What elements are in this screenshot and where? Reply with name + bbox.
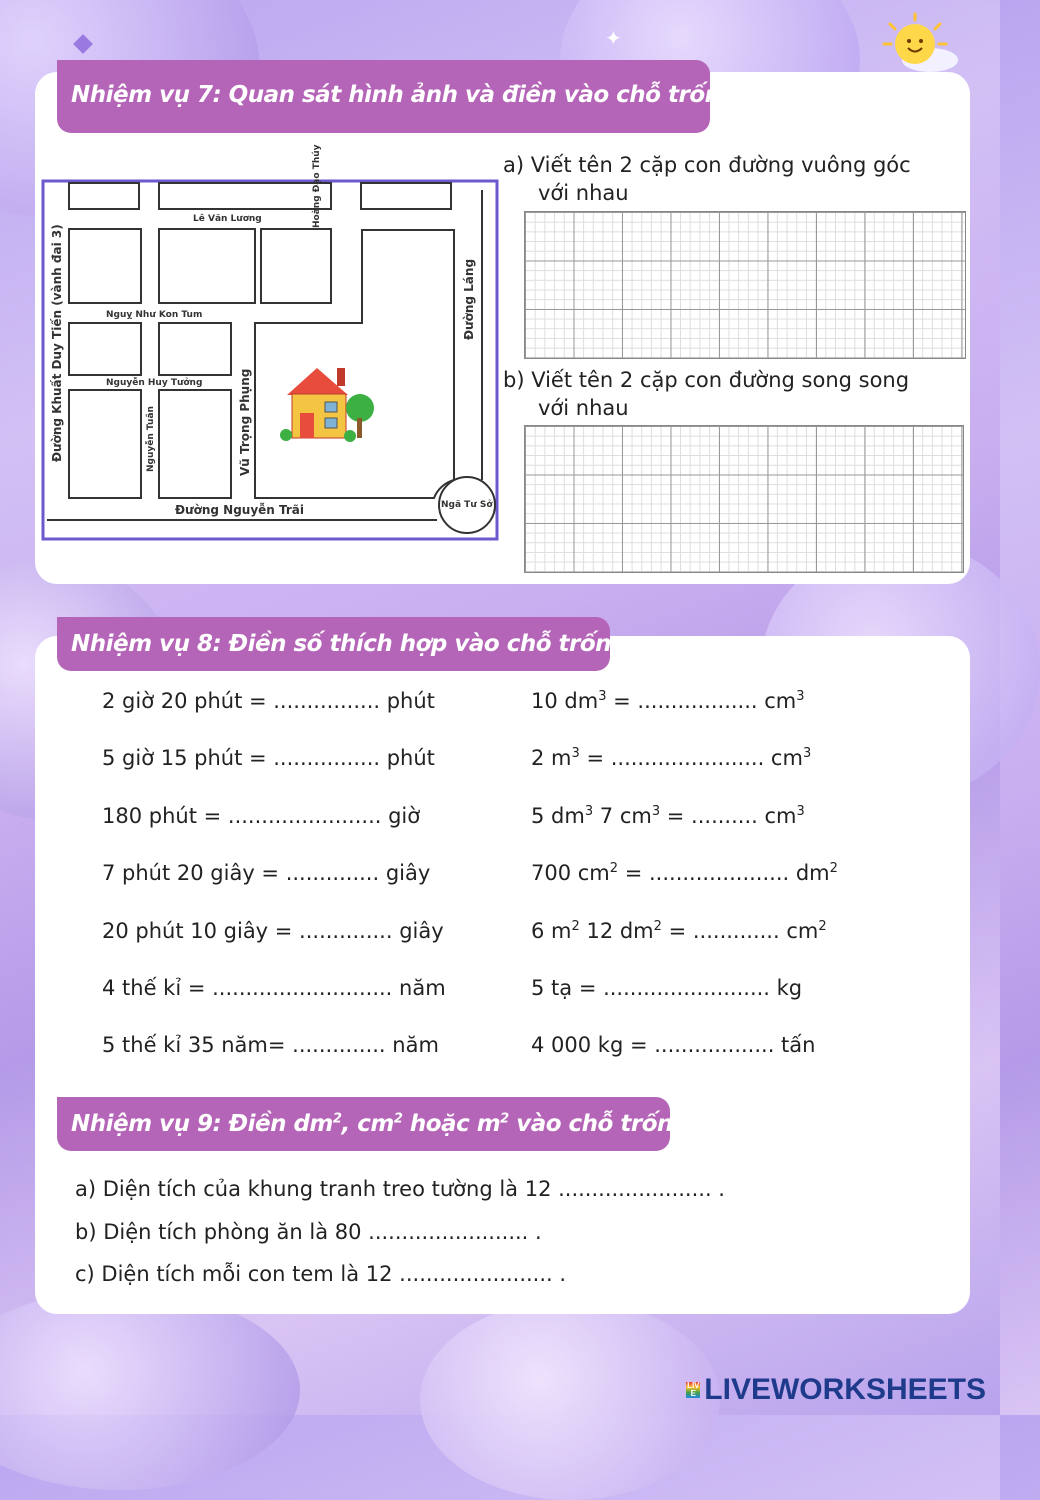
task7-question-b-line2: với nhau	[538, 396, 629, 420]
conversion-item	[531, 919, 827, 943]
conversion-text: 2 m	[531, 746, 572, 770]
conversion-text: = ..................... dm	[618, 861, 830, 885]
task9-header-text	[71, 1111, 689, 1137]
exponent: 3	[598, 689, 607, 704]
exponent: 2	[829, 861, 838, 876]
logo-badge: LIVE	[687, 1381, 700, 1398]
task9-header	[57, 1097, 689, 1151]
conversion-text: 12 dm	[579, 919, 654, 943]
sun-icon	[870, 8, 960, 78]
map-label-vu-trong-phung: Vũ Trọng Phụng	[238, 368, 252, 476]
conversion-item	[531, 861, 838, 885]
exponent: 2	[818, 919, 827, 934]
liveworksheets-logo[interactable]	[686, 1373, 986, 1407]
map-label-nguy-nhu-kon-tum: Nguỵ Như Kon Tum	[106, 310, 203, 320]
map-label-nguyen-huy-tuong: Nguyễn Huy Tưởng	[106, 378, 203, 388]
task7-header	[57, 60, 737, 133]
conversion-item: 4 000 kg = .................. tấn	[531, 1033, 816, 1057]
task7-question-a-line1: a) Viết tên 2 cặp con đường vuông góc	[503, 153, 911, 177]
exponent: 3	[651, 804, 661, 819]
conversion-text: 10 dm	[531, 689, 599, 713]
conversion-text: = .................. cm	[606, 689, 797, 713]
background-bubble	[0, 1290, 300, 1490]
answer-grid-a[interactable]	[524, 211, 966, 359]
exponent: 2	[609, 861, 619, 876]
conversion-item: 5 tạ = ......................... kg	[531, 976, 803, 1000]
exponent: 3	[796, 804, 805, 819]
conversion-item	[531, 689, 805, 713]
conversion-item: 20 phút 10 giây = .............. giây	[102, 919, 444, 943]
exponent: 3	[584, 804, 594, 819]
exponent: 2	[332, 1111, 342, 1127]
logo-text: LIVEWORKSHEETS	[704, 1373, 986, 1406]
task7-question-b	[503, 366, 909, 422]
map-label-nguyen-tuan: Nguyễn Tuân	[146, 406, 156, 472]
map-label-hoang-dao-thuy: Hoàng Đạo Thúy	[312, 144, 322, 228]
task9-header-part: hoặc m	[402, 1111, 501, 1137]
conversion-item: 2 giờ 20 phút = ................ phút	[102, 689, 435, 713]
conversion-item: 180 phút = ....................... giờ	[102, 804, 421, 828]
conversion-text: 6 m	[531, 919, 572, 943]
exponent: 3	[571, 746, 580, 761]
task7-header-text: Nhiệm vụ 7: Quan sát hình ảnh và điền vào chỗ trống	[71, 82, 737, 108]
task8-header-text: Nhiệm vụ 8: Điền số thích hợp vào chỗ trống	[71, 631, 627, 657]
exponent: 2	[393, 1111, 403, 1127]
background-bubble	[420, 1300, 720, 1500]
conversion-item: 5 giờ 15 phút = ................ phút	[102, 746, 435, 770]
conversion-item	[531, 746, 811, 770]
conversion-text: = ....................... cm	[579, 746, 803, 770]
conversion-item	[531, 804, 805, 828]
conversion-text: 7 cm	[593, 804, 652, 828]
map-label-le-van-luong: Lê Văn Lương	[193, 214, 262, 224]
task9-header-part: vào chỗ trống	[508, 1111, 689, 1137]
map-label-khuat-duy-tien: Đường Khuất Duy Tiến (vành đai 3)	[50, 224, 64, 462]
answer-grid-b[interactable]	[524, 425, 964, 573]
task8-card	[35, 636, 970, 1314]
exponent: 2	[653, 919, 662, 934]
task8-header	[57, 617, 627, 671]
conversion-text: 700 cm	[531, 861, 610, 885]
area-question-b: b) Diện tích phòng ăn là 80 ........................ .	[75, 1220, 542, 1244]
area-question-a: a) Diện tích của khung tranh treo tường là 12 ....................... .	[75, 1177, 725, 1201]
map-label-nga-tu-so: Ngã Tư Sở	[441, 500, 493, 510]
conversion-item: 5 thế kỉ 35 năm= .............. năm	[102, 1033, 439, 1057]
exponent: 2	[571, 919, 580, 934]
area-question-c: c) Diện tích mỗi con tem là 12 ....................... .	[75, 1262, 567, 1286]
conversion-text: = .......... cm	[660, 804, 797, 828]
exponent: 3	[802, 746, 812, 761]
exponent: 3	[796, 689, 805, 704]
map-label-nguyen-trai: Đường Nguyễn Trãi	[175, 503, 305, 517]
task7-question-b-line1: b) Viết tên 2 cặp con đường song song	[503, 368, 910, 392]
task9-header-part: Nhiệm vụ 9: Điền dm	[71, 1111, 333, 1137]
conversion-item: 4 thế kỉ = ........................... năm	[102, 976, 446, 1000]
map-label-duong-lang: Đường Láng	[462, 258, 476, 340]
exponent: 2	[500, 1111, 509, 1127]
conversion-text: 5 dm	[531, 804, 585, 828]
conversion-item: 7 phút 20 giây = .............. giây	[102, 861, 431, 885]
conversion-text: = ............. cm	[661, 919, 819, 943]
task7-question-a-line2: với nhau	[538, 181, 629, 205]
task9-header-part: , cm	[341, 1111, 394, 1137]
sparkle-icon: ✦	[605, 26, 622, 50]
street-map	[42, 180, 498, 540]
task7-question-a	[503, 151, 911, 207]
